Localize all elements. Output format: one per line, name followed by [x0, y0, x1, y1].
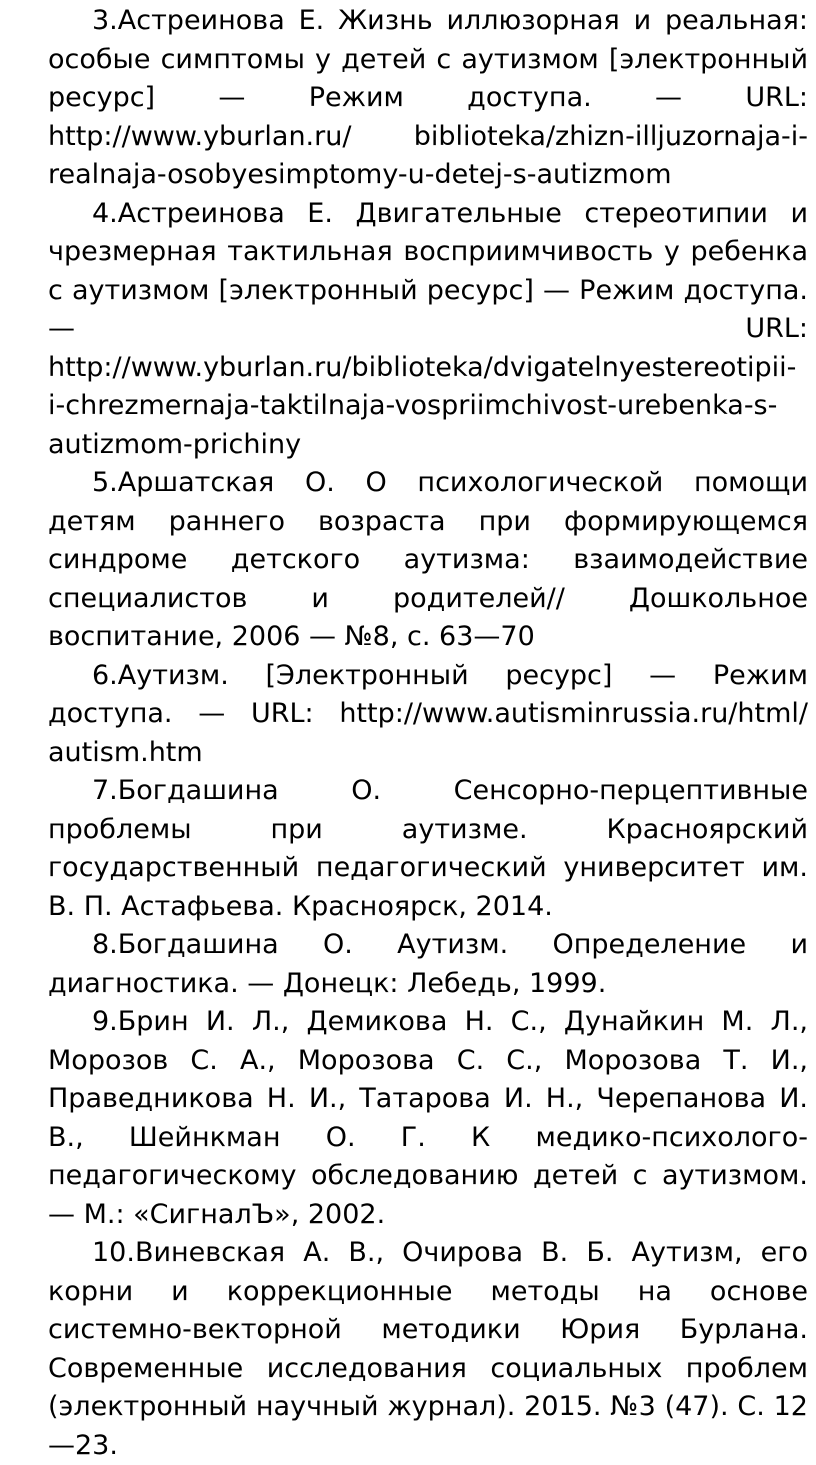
reference-text: Богдашина О. Сенсорно-перцептивные проблемы при аутизме. Красноярский государственный педагогический университет им. В. П. Астафьева. Красноярск, 2014. [48, 775, 808, 922]
reference-number: 5. [92, 467, 118, 498]
reference-number: 3. [92, 5, 118, 36]
reference-number: 7. [92, 775, 118, 806]
reference-number: 10. [92, 1237, 135, 1268]
reference-text: Виневская А. В., Очирова В. Б. Аутизм, его корни и коррекционные методы на основе системно-векторной методики Юрия Бурлана. Современные исследования социальных проблем (электронный научный журнал). 2015. №3 (47). С. 12—23. [48, 1237, 808, 1461]
reference-item [48, 926, 808, 1003]
reference-item [48, 464, 808, 657]
reference-text: Богдашина О. Аутизм. Определение и диагностика. — Донецк: Лебедь, 1999. [48, 929, 808, 999]
reference-text: Астреинова Е. Жизнь иллюзорная и реальная: особые симптомы у детей с аутизмом [электронный ресурс] — Режим доступа. — URL: http://www.yburlan.ru/ biblioteka/zhizn-illjuzornaja-i-realnaja-osobyesimptomy-u-detej-s-autizmom [48, 5, 808, 190]
reference-number: 9. [92, 1006, 118, 1037]
reference-text: Брин И. Л., Демикова Н. С., Дунайкин М. Л., Морозов С. А., Морозова С. С., Морозова Т. И., Праведникова Н. И., Татарова И. Н., Черепанова И. В., Шейнкман О. Г. К медико-психолого-педагогическому обследованию детей с аутизмом. — М.: «СигналЪ», 2002. [48, 1006, 808, 1230]
reference-item [48, 195, 808, 465]
reference-number: 6. [92, 659, 118, 691]
reference-item [48, 2, 808, 195]
reference-number: 4. [92, 197, 118, 229]
reference-text: Аутизм. [Электронный ресурс] — Режим доступа. — URL: http://www.autisminrussia.ru/html/ autism.htm [48, 659, 808, 768]
reference-item [48, 1003, 808, 1234]
reference-text: Аршатская О. О психологической помощи детям раннего возраста при формирующемся синдроме детского аутизма: взаимодействие специалистов и родителей// Дошкольное воспитание, 2006 — №8, с. 63—70 [48, 467, 808, 652]
reference-text: Астреинова Е. Двигательные стереотипии и чрезмерная тактильная восприимчивость у ребенка с аутизмом [электронный ресурс] — Режим доступа. — URL: http://www.yburlan.ru/biblioteka/dvigatelnyestereotipii-i-chrezmernaja-taktilnaja-vospriimchivost-urebenka-s-autizmom-prichiny [48, 197, 808, 460]
reference-number: 8. [92, 929, 118, 960]
reference-item [48, 1234, 808, 1465]
reference-item [48, 657, 808, 773]
reference-item [48, 772, 808, 926]
